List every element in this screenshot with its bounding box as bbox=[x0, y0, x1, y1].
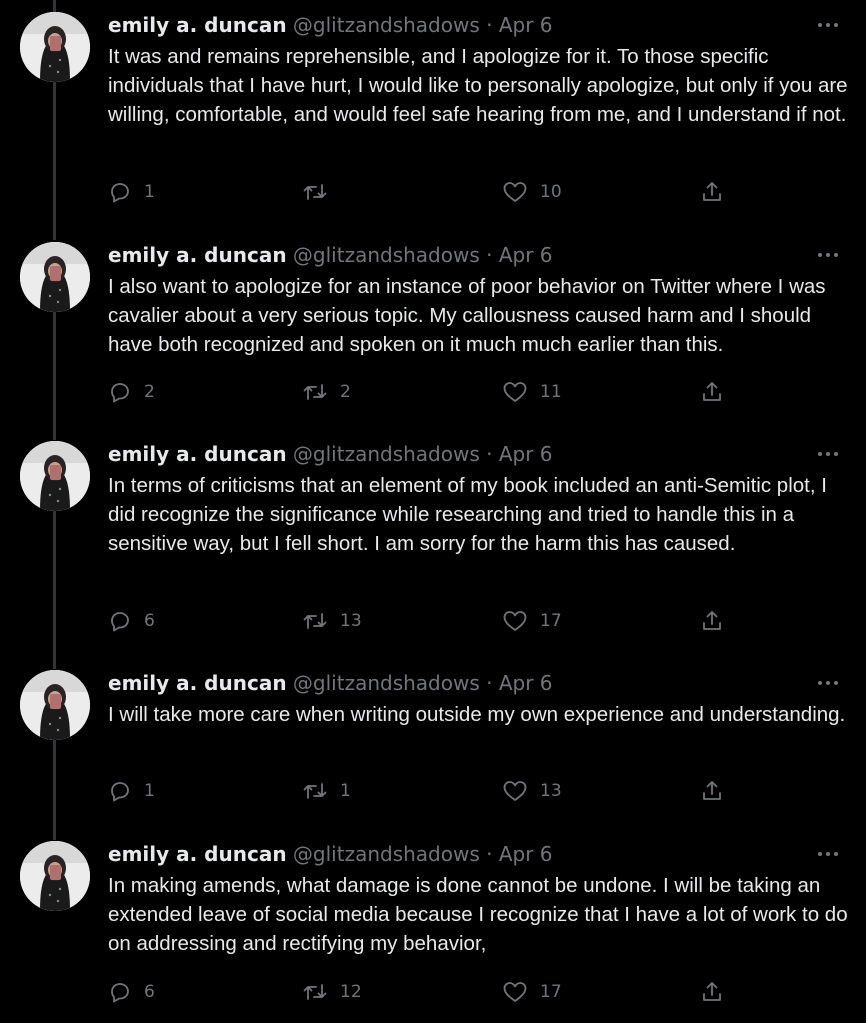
reply-icon bbox=[108, 609, 132, 633]
avatar[interactable] bbox=[20, 242, 90, 312]
share-icon bbox=[700, 180, 724, 204]
tweet-date[interactable]: Apr 6 bbox=[498, 243, 553, 267]
share-icon bbox=[700, 779, 724, 803]
thread-connector bbox=[53, 0, 56, 12]
more-icon[interactable] bbox=[818, 20, 844, 30]
retweet-button[interactable] bbox=[302, 978, 362, 1006]
tweet-actions bbox=[108, 777, 848, 805]
thread-connector bbox=[53, 511, 56, 669]
author-handle[interactable]: @glitzandshadows bbox=[292, 243, 480, 267]
author-handle[interactable]: @glitzandshadows bbox=[292, 13, 480, 37]
reply-count: 6 bbox=[144, 611, 155, 631]
tweet-date[interactable]: Apr 6 bbox=[498, 671, 553, 695]
tweet-text: In making amends, what damage is done cannot be undone. I will be taking an extended leave of social media because I recognize that I have a lot of work to do on addressing and rectifying my behavior, bbox=[108, 874, 848, 955]
thread-connector bbox=[53, 312, 56, 440]
retweet-button[interactable] bbox=[302, 378, 351, 406]
author-name[interactable]: emily a. duncan bbox=[108, 842, 287, 866]
tweet-text: I will take more care when writing outside my own experience and understanding. bbox=[108, 703, 846, 726]
share-button[interactable] bbox=[700, 178, 724, 206]
like-count: 13 bbox=[540, 781, 562, 801]
author-handle[interactable]: @glitzandshadows bbox=[292, 442, 480, 466]
separator: · bbox=[486, 671, 493, 695]
tweet-text: It was and remains reprehensible, and I apologize for it. To those specific individuals that I have hurt, I would like to personally apologize, but only if you are willing, comfortable, and would feel safe hearing from me, and I understand if not. bbox=[108, 45, 848, 126]
share-icon bbox=[700, 380, 724, 404]
retweet-count: 12 bbox=[340, 982, 362, 1002]
heart-icon bbox=[502, 980, 528, 1004]
author-name[interactable]: emily a. duncan bbox=[108, 442, 287, 466]
tweet-header bbox=[108, 670, 553, 696]
tweet-text: In terms of criticisms that an element of my book included an anti-Semitic plot, I did recognize the significance while researching and tried to handle this in a sensitive way, but I fell short. I am sorry for the harm this has caused. bbox=[108, 474, 827, 555]
reply-icon bbox=[108, 380, 132, 404]
author-name[interactable]: emily a. duncan bbox=[108, 243, 287, 267]
separator: · bbox=[486, 442, 493, 466]
like-count: 10 bbox=[540, 182, 562, 202]
heart-icon bbox=[502, 779, 528, 803]
retweet-button[interactable] bbox=[302, 777, 351, 805]
author-name[interactable]: emily a. duncan bbox=[108, 671, 287, 695]
tweet-actions bbox=[108, 378, 848, 406]
reply-icon bbox=[108, 779, 132, 803]
reply-button[interactable] bbox=[108, 178, 155, 206]
tweet-actions bbox=[108, 978, 848, 1006]
like-button[interactable] bbox=[502, 378, 562, 406]
author-handle[interactable]: @glitzandshadows bbox=[292, 842, 480, 866]
reply-count: 2 bbox=[144, 382, 155, 402]
heart-icon bbox=[502, 380, 528, 404]
more-icon[interactable] bbox=[818, 678, 844, 688]
author-name[interactable]: emily a. duncan bbox=[108, 13, 287, 37]
retweet-icon bbox=[302, 609, 328, 633]
reply-count: 1 bbox=[144, 182, 155, 202]
like-button[interactable] bbox=[502, 777, 562, 805]
tweet-header bbox=[108, 242, 553, 268]
share-button[interactable] bbox=[700, 378, 724, 406]
reply-icon bbox=[108, 980, 132, 1004]
like-button[interactable] bbox=[502, 178, 562, 206]
avatar[interactable] bbox=[20, 670, 90, 740]
share-button[interactable] bbox=[700, 777, 724, 805]
thread-connector bbox=[53, 740, 56, 840]
reply-icon bbox=[108, 180, 132, 204]
tweet-actions bbox=[108, 607, 848, 635]
reply-button[interactable] bbox=[108, 777, 155, 805]
more-icon[interactable] bbox=[818, 250, 844, 260]
retweet-count: 13 bbox=[340, 611, 362, 631]
retweet-icon bbox=[302, 180, 328, 204]
reply-count: 1 bbox=[144, 781, 155, 801]
avatar[interactable] bbox=[20, 441, 90, 511]
retweet-icon bbox=[302, 980, 328, 1004]
heart-icon bbox=[502, 609, 528, 633]
share-icon bbox=[700, 609, 724, 633]
more-icon[interactable] bbox=[818, 449, 844, 459]
separator: · bbox=[486, 243, 493, 267]
tweet-actions bbox=[108, 178, 848, 206]
author-handle[interactable]: @glitzandshadows bbox=[292, 671, 480, 695]
tweet-header bbox=[108, 12, 553, 38]
retweet-count: 2 bbox=[340, 382, 351, 402]
retweet-button[interactable] bbox=[302, 178, 340, 206]
retweet-icon bbox=[302, 779, 328, 803]
avatar[interactable] bbox=[20, 841, 90, 911]
like-count: 11 bbox=[540, 382, 562, 402]
share-button[interactable] bbox=[700, 607, 724, 635]
like-count: 17 bbox=[540, 611, 562, 631]
tweet-date[interactable]: Apr 6 bbox=[498, 442, 553, 466]
tweet-text: I also want to apologize for an instance of poor behavior on Twitter where I was cavalier about a very serious topic. My callousness caused harm and I should have both recognized and spoken on it much much earlier than this. bbox=[108, 275, 826, 356]
tweet-header bbox=[108, 441, 553, 467]
retweet-count: 1 bbox=[340, 781, 351, 801]
tweet-date[interactable]: Apr 6 bbox=[498, 13, 553, 37]
reply-count: 6 bbox=[144, 982, 155, 1002]
retweet-icon bbox=[302, 380, 328, 404]
avatar[interactable] bbox=[20, 12, 90, 82]
separator: · bbox=[486, 13, 493, 37]
tweet-date[interactable]: Apr 6 bbox=[498, 842, 553, 866]
tweet-header bbox=[108, 841, 553, 867]
reply-button[interactable] bbox=[108, 978, 155, 1006]
like-button[interactable] bbox=[502, 607, 562, 635]
retweet-button[interactable] bbox=[302, 607, 362, 635]
heart-icon bbox=[502, 180, 528, 204]
separator: · bbox=[486, 842, 493, 866]
share-icon bbox=[700, 980, 724, 1004]
reply-button[interactable] bbox=[108, 378, 155, 406]
more-icon[interactable] bbox=[818, 849, 844, 859]
thread-connector bbox=[53, 82, 56, 240]
like-button[interactable] bbox=[502, 978, 562, 1006]
reply-button[interactable] bbox=[108, 607, 155, 635]
share-button[interactable] bbox=[700, 978, 724, 1006]
like-count: 17 bbox=[540, 982, 562, 1002]
